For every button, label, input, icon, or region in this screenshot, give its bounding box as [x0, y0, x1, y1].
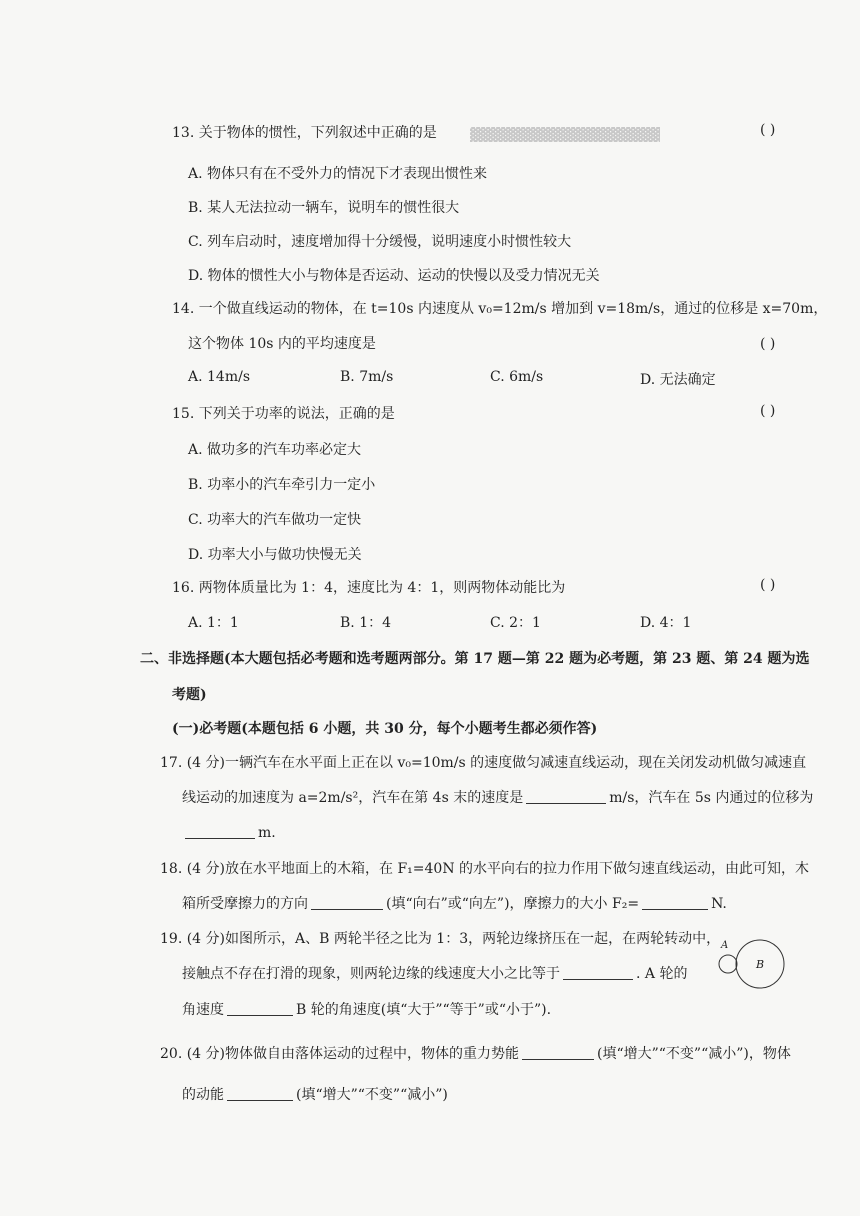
q19-line3-text-b: B 轮的角速度(填“大于”“等于”或“小于”). — [296, 1002, 552, 1018]
q13-answer-paren: ( ) — [760, 122, 776, 138]
section2-heading-line2: 考题) — [172, 687, 207, 703]
section2-heading-line1: 二、非选择题(本大题包括必考题和选考题两部分。第 17 题—第 22 题为必考题，第 23 题、第 24 题为选 — [140, 651, 810, 667]
q14-option-c: C. 6m/s — [490, 369, 544, 385]
q20-line1 — [160, 1043, 791, 1063]
q19-blank-1[interactable] — [563, 965, 633, 980]
q17-blank-2[interactable] — [185, 824, 255, 839]
q18-line1: 18. (4 分)放在水平地面上的木箱，在 F₁=40N 的水平向右的拉力作用下做匀速直线运动，由此可知，木 — [160, 861, 810, 877]
q19-line2-text-b: . A 轮的 — [636, 966, 688, 982]
q19-line2 — [182, 963, 687, 983]
q17-line3-unit: m. — [258, 825, 276, 841]
q16-option-d: D. 4：1 — [640, 615, 692, 631]
q16-option-c: C. 2：1 — [490, 615, 541, 631]
q16-stem: 16. 两物体质量比为 1：4，速度比为 4：1，则两物体动能比为 — [172, 580, 566, 596]
q17-line3 — [182, 824, 276, 841]
q14-answer-paren: ( ) — [760, 336, 776, 352]
q14-stem-line1: 14. 一个做直线运动的物体，在 t=10s 内速度从 v₀=12m/s 增加到 v=18m/s，通过的位移是 x=70m， — [172, 301, 828, 317]
bleed-through-1: ▓▓▓▓▓▓▓▓▓▓▓▓▓▓▓▓▓▓▓ — [470, 128, 660, 143]
q13-option-c: C. 列车启动时，速度增加得十分缓慢，说明速度小时惯性较大 — [188, 234, 572, 250]
q20-line2-text-b: (填“增大”“不变”“减小”) — [296, 1087, 448, 1103]
section2-subheading: (一)必考题(本题包括 6 小题，共 30 分，每个小题考生都必须作答) — [172, 721, 598, 737]
q20-line1-text-b: (填“增大”“不变”“减小”)，物体 — [597, 1046, 791, 1062]
q14-option-a: A. 14m/s — [188, 369, 251, 385]
q14-stem-line2: 这个物体 10s 内的平均速度是 — [188, 336, 376, 352]
q16-option-a: A. 1：1 — [188, 615, 239, 631]
q15-stem: 15. 下列关于功率的说法，正确的是 — [172, 406, 395, 422]
q20-line2-text-a: 的动能 — [182, 1087, 224, 1103]
q15-option-d: D. 功率大小与做功快慢无关 — [188, 547, 362, 563]
q15-option-a: A. 做功多的汽车功率必定大 — [188, 442, 362, 458]
q13-option-d: D. 物体的惯性大小与物体是否运动、运动的快慢以及受力情况无关 — [188, 268, 600, 284]
q13-option-b: B. 某人无法拉动一辆车，说明车的惯性很大 — [188, 200, 460, 216]
q17-line2-text-b: m/s，汽车在 5s 内通过的位移为 — [609, 790, 814, 806]
wheels-diagram — [708, 930, 798, 1000]
q18-line2 — [182, 893, 727, 913]
q17-blank-1[interactable] — [526, 789, 606, 804]
q19-line1: 19. (4 分)如图所示，A、B 两轮半径之比为 1：3，两轮边缘挤压在一起，在两轮转动中， — [160, 931, 721, 947]
q20-line1-text-a: 20. (4 分)物体做自由落体运动的过程中，物体的重力势能 — [160, 1046, 519, 1062]
q18-blank-1[interactable] — [311, 895, 383, 910]
q19-line2-text-a: 接触点不存在打滑的现象，则两轮边缘的线速度大小之比等于 — [182, 966, 560, 982]
q15-option-b: B. 功率小的汽车牵引力一定小 — [188, 477, 376, 493]
q15-answer-paren: ( ) — [760, 403, 776, 419]
q13-stem: 13. 关于物体的惯性，下列叙述中正确的是 — [172, 125, 437, 141]
q19-line3 — [182, 999, 551, 1019]
q16-option-b: B. 1：4 — [340, 615, 392, 631]
wheel-b-label: B — [756, 958, 765, 971]
q17-line2-text-a: 线运动的加速度为 a=2m/s²，汽车在第 4s 末的速度是 — [182, 790, 524, 806]
q14-option-b: B. 7m/s — [340, 369, 394, 385]
q15-option-c: C. 功率大的汽车做功一定快 — [188, 512, 362, 528]
q19-blank-2[interactable] — [227, 1001, 293, 1016]
q17-line2 — [182, 787, 813, 807]
q18-line2-text-b: (填“向右”或“向左”)，摩擦力的大小 F₂= — [386, 896, 640, 912]
q20-line2 — [182, 1084, 448, 1104]
q17-line1: 17. (4 分)一辆汽车在水平面上正在以 v₀=10m/s 的速度做匀减速直线运动，现在关闭发动机做匀减速直 — [160, 755, 807, 771]
q20-blank-1[interactable] — [522, 1045, 594, 1060]
q19-line3-text-a: 角速度 — [182, 1002, 224, 1018]
q13-option-a: A. 物体只有在不受外力的情况下才表现出惯性来 — [188, 166, 488, 182]
q18-line2-text-a: 箱所受摩擦力的方向 — [182, 896, 308, 912]
q14-option-d: D. 无法确定 — [640, 372, 716, 388]
q20-blank-2[interactable] — [227, 1086, 293, 1101]
q16-answer-paren: ( ) — [760, 577, 776, 593]
q18-line2-unit: N. — [711, 896, 727, 912]
q18-blank-2[interactable] — [642, 895, 708, 910]
wheel-a-circle — [719, 955, 737, 973]
wheel-a-label: A — [721, 940, 729, 951]
